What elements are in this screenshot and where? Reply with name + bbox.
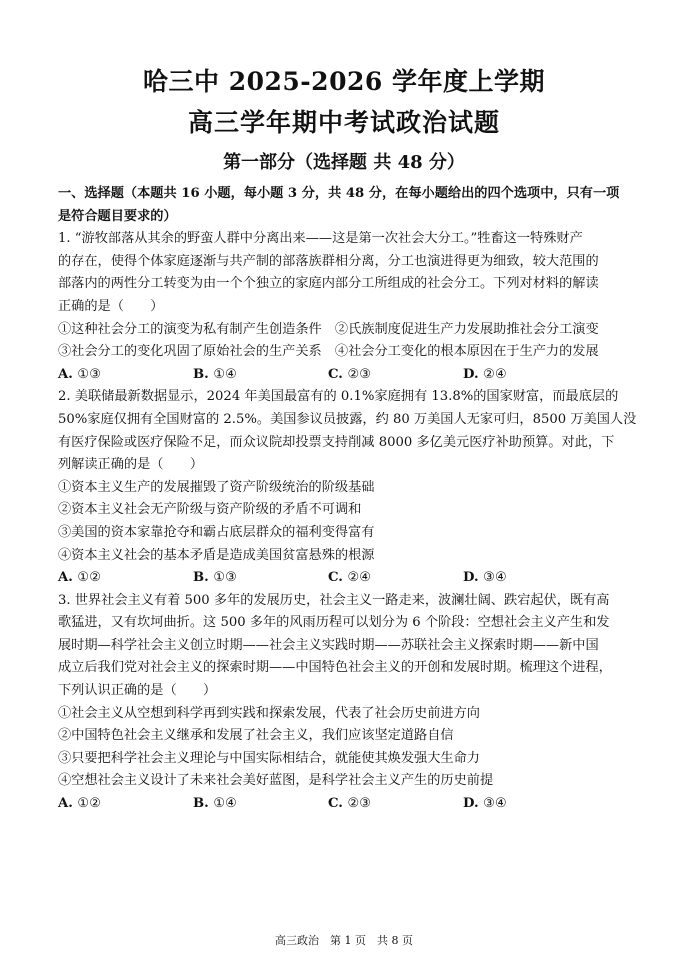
option-c[interactable]: C. ②③ [328, 796, 372, 812]
question-stem-line: 部落内的两性分工转变为由一个个独立的家庭内部分工所组成的社会分工。下列对材料的解读 [58, 276, 599, 292]
question-stem-line: 有医疗保险或医疗保险不足，而众议院却投票支持削减 8000 多亿美元医疗补助预算。对此，下 [58, 434, 615, 450]
exam-content [58, 183, 640, 816]
question-stem-line: 成立后我们党对社会主义的探索时期——中国特色社会主义的开创和发展时期。梳理这个进程， [58, 660, 612, 676]
question-stem-line: 下列认识正确的是（ ） [58, 683, 217, 699]
question-stem-line: 50%家庭仅拥有全国财富的 2.5%。美国参议员披露，约 80 万美国人无家可归，8500 万美国人没 [58, 411, 637, 427]
question-stem-line: 展时期—科学社会主义创立时期——社会主义实践时期——苏联社会主义探索时期——新中国 [58, 637, 599, 653]
question-stem-line: 歌猛进，又有坎坷曲折。这 500 多年的风雨历程可以划分为 6 个阶段：空想社会主义产生和发 [58, 615, 610, 631]
question-stem-line: 正确的是（ ） [58, 298, 164, 314]
answer-options [58, 567, 640, 590]
statement-line: ③社会分工的变化巩固了原始社会的生产关系 ④社会分工变化的根本原因在于生产力的发展 [58, 344, 599, 360]
option-a[interactable]: A. ①③ [58, 366, 102, 382]
statement-line: ③只要把科学社会主义理论与中国实际相结合，就能使其焕发强大生命力 [58, 750, 480, 766]
option-d[interactable]: D. ③④ [463, 796, 507, 812]
section-instruction-line: 是符合题目要求的） [58, 208, 177, 224]
option-b[interactable]: B. ①④ [193, 796, 237, 812]
answer-options [58, 364, 640, 387]
option-d[interactable]: D. ②④ [463, 366, 507, 382]
statement-line: ②中国特色社会主义继承和发展了社会主义，我们应该坚定道路自信 [58, 728, 454, 744]
part-title: 第一部分（选择题 共 48 分） [223, 152, 465, 173]
question-2 [58, 386, 640, 589]
statement-line: ①资本主义生产的发展摧毁了资产阶级统治的阶级基础 [58, 479, 375, 495]
option-c[interactable]: C. ②④ [328, 570, 372, 586]
option-a[interactable]: A. ①② [58, 570, 102, 586]
question-1 [58, 228, 640, 386]
page-footer: 高三政治 第 1 页 共 8 页 [275, 934, 413, 947]
question-stem-line: 的存在，使得个体家庭逐渐与共产制的部落族群相分离，分工也演进得更为细致，较大范围的 [58, 253, 599, 269]
statement-line: ④空想社会主义设计了未来社会美好蓝图，是科学社会主义产生的历史前提 [58, 773, 494, 789]
option-d[interactable]: D. ③④ [463, 570, 507, 586]
question-stem-line: 1. “游牧部落从其余的野蛮人群中分离出来——这是第一次社会大分工。”牲畜这一特殊财产 [58, 231, 583, 247]
question-stem-line: 3. 世界社会主义有着 500 多年的发展历史，社会主义一路走来，波澜壮阔、跌宕起伏，既有高 [58, 592, 610, 608]
statement-line: ①社会主义从空想到科学再到实践和探索发展，代表了社会历史前进方向 [58, 705, 480, 721]
option-b[interactable]: B. ①④ [193, 366, 237, 382]
question-3 [58, 590, 640, 816]
statement-line: ②资本主义社会无产阶级与资产阶级的矛盾不可调和 [58, 502, 362, 518]
option-c[interactable]: C. ②③ [328, 366, 372, 382]
statement-line: ③美国的资本家靠抢夺和霸占底层群众的福利变得富有 [58, 524, 375, 540]
exam-subtitle: 高三学年期中考试政治试题 [187, 108, 500, 137]
option-b[interactable]: B. ①③ [193, 570, 237, 586]
option-a[interactable]: A. ①② [58, 796, 102, 812]
question-stem-line: 列解读正确的是（ ） [58, 457, 204, 473]
answer-options [58, 793, 640, 816]
question-stem-line: 2. 美联储最新数据显示，2024 年美国最富有的 0.1%家庭拥有 13.8%的国家财富，而最底层的 [58, 389, 619, 405]
statement-line: ④资本主义社会的基本矛盾是造成美国贫富悬殊的根源 [58, 547, 375, 563]
statement-line: ①这种社会分工的演变为私有制产生创造条件 ②氏族制度促进生产力发展助推社会分工演变 [58, 321, 599, 337]
exam-title: 哈三中 2025-2026 学年度上学期 [143, 67, 545, 96]
section-instruction-line: 一、选择题（本题共 16 小题，每小题 3 分，共 48 分，在每小题给出的四个选项中，只有一项 [58, 186, 620, 201]
